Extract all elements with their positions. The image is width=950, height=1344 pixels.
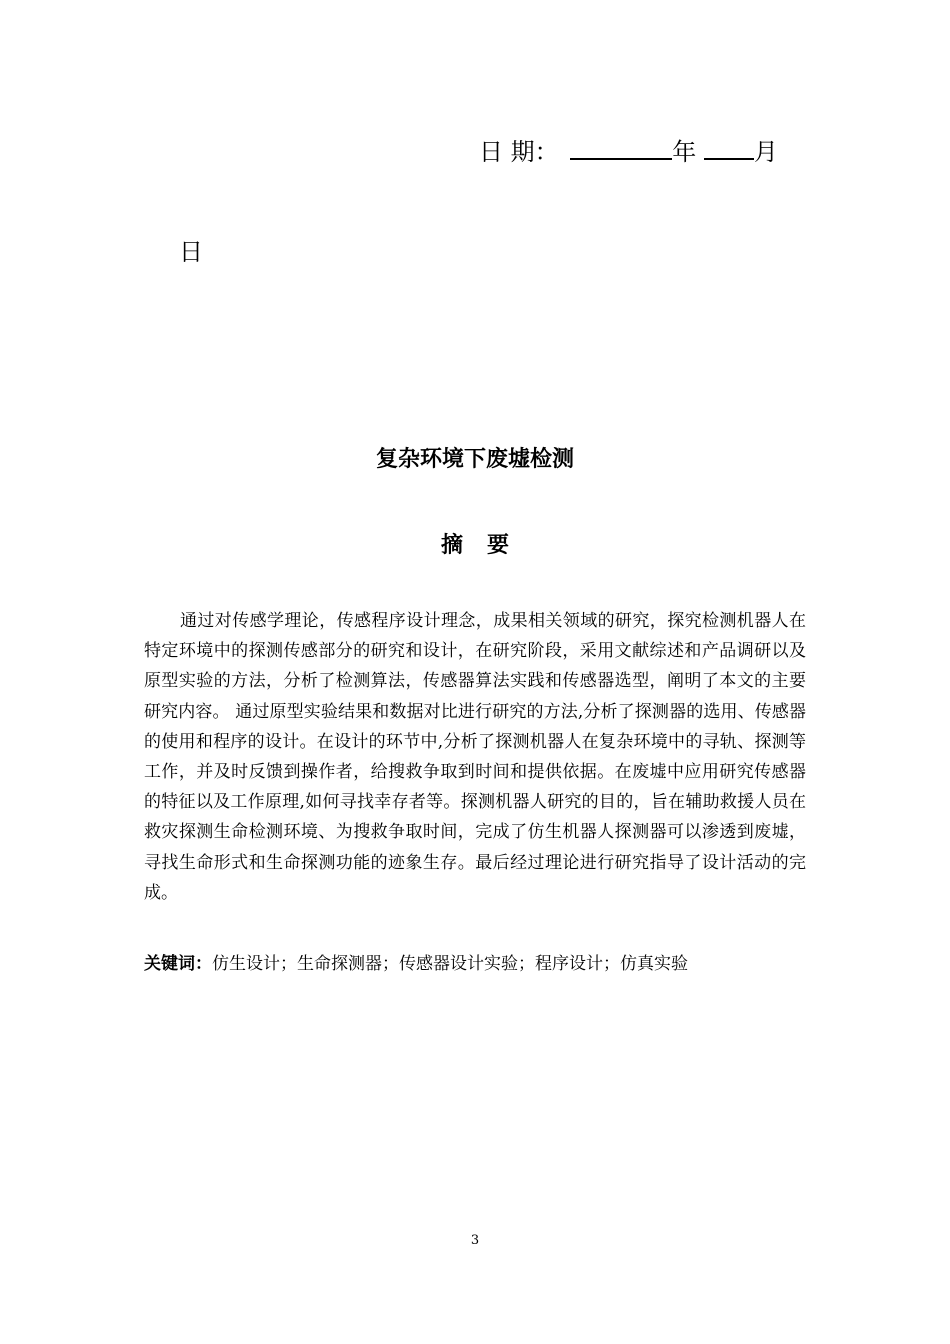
abstract-body: 通过对传感学理论，传感程序设计理念，成果相关领域的研究，探究检测机器人在特定环境中的探测传感部分的研究和设计，在研究阶段，采用文献综述和产品调研以及原型实验的方法，分析了检测算法，传感器算法实践和传感器选型，阐明了本文的主要研究内容。 通过原型实验结果和数据对比进行研究的方法,分析了探测器的选用、传感器的使用和程序的设计。在设计的环节中,分析了探测机器人在复杂环境中的寻轨、探测等工作，并及时反馈到操作者，给搜救争取到时间和提供依据。在废墟中应用研究传感器的特征以及工作原理,如何寻找幸存者等。探测机器人研究的目的，旨在辅助救援人员在救灾探测生命检测环境、为搜救争取时间，完成了仿生机器人探测器可以渗透到废墟，寻找生命形式和生命探测功能的迹象生存。最后经过理论进行研究指导了设计活动的完成。 [144, 611, 806, 903]
date-label: 日 期： [479, 138, 559, 166]
abstract-heading: 摘要 [440, 533, 533, 558]
month-blank[interactable] [704, 136, 754, 160]
keywords-label: 关键词： [144, 954, 212, 974]
document-title: 复杂环境下废墟检测 [375, 447, 574, 472]
date-line [479, 136, 778, 168]
year-label: 年 [672, 138, 697, 166]
year-blank[interactable] [570, 136, 672, 160]
keywords-list: 仿生设计；生命探测器；传感器设计实验；程序设计；仿真实验 [212, 954, 688, 974]
month-label: 月 [753, 138, 778, 166]
day-label: 日 [179, 238, 203, 266]
keywords-line [144, 949, 688, 979]
page-number: 3 [470, 1233, 480, 1248]
